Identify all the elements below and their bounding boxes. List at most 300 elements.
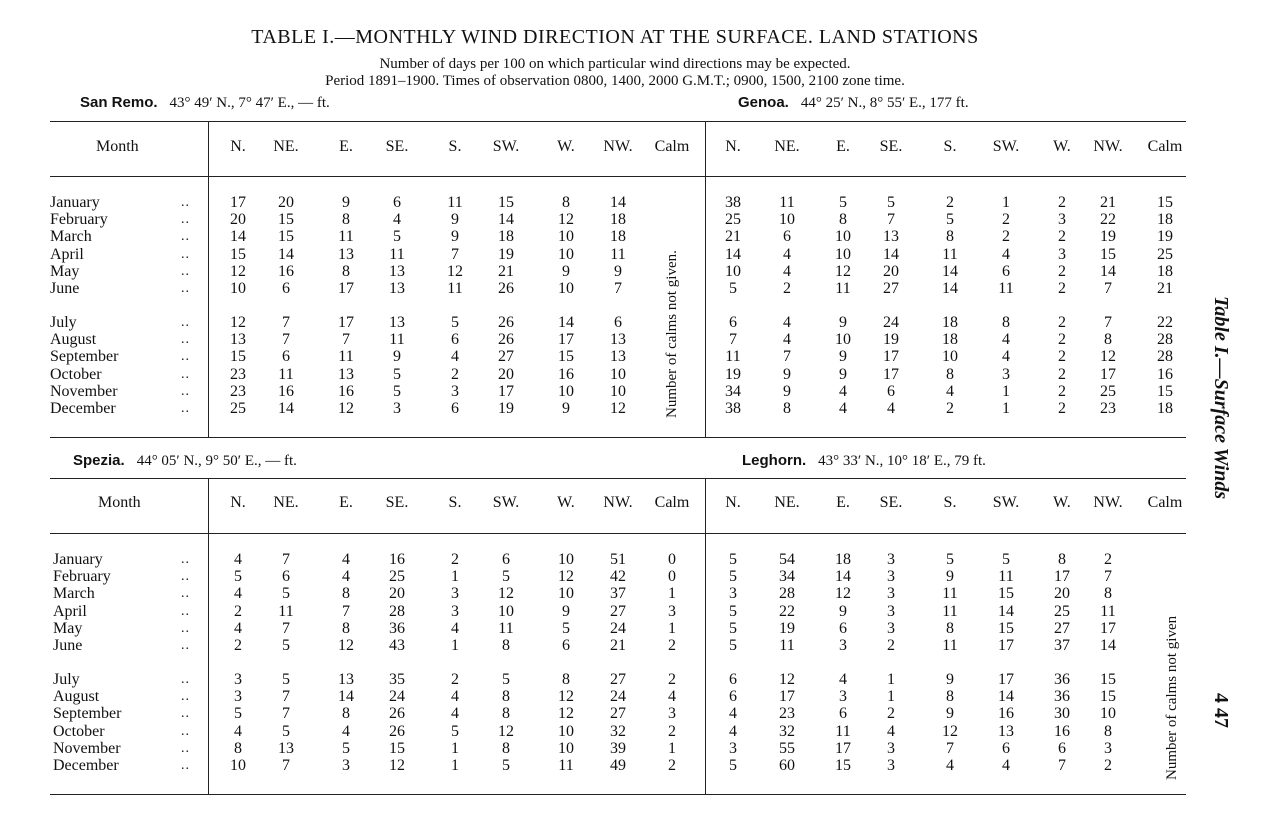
table-cell: 6 [393,194,401,211]
table-cell: 13 [610,348,626,366]
month-label: June [53,637,83,654]
table-cell: 11 [278,365,294,383]
column-header-left: SE. [385,494,409,511]
table-cell: 11 [998,280,1014,297]
table-cell: 5 [729,757,737,774]
table-cell: 5 [342,739,350,757]
table-cell: 8 [1058,551,1066,568]
month-label: April [50,245,84,263]
table-cell: 4 [234,619,242,637]
table-cell: 8 [502,739,510,757]
table-cell: 9 [562,262,570,280]
table-cell: 12 [230,262,246,280]
table-cell: 9 [946,671,954,688]
table-cell: 37 [610,585,626,603]
column-header-left: W. [557,138,575,155]
table-cell: 36 [1054,688,1070,706]
column-header-left: N. [230,138,246,155]
table-cell: 10 [1100,705,1116,723]
table-cell: 2 [946,400,954,417]
table-cell: 12 [558,705,574,723]
table-cell: 3 [393,400,401,417]
table-cell: 3 [887,585,895,603]
table-cell: 23 [230,365,246,383]
leader-dots: .. [181,586,190,602]
station-header-san_remo [80,94,330,112]
table-cell: 14 [1100,262,1116,280]
table-cell: 26 [389,722,405,740]
table-cell: 23 [779,705,795,723]
table-cell: 16 [1054,722,1070,740]
column-header-left: NE. [273,138,299,155]
leader-dots: .. [181,263,190,279]
rule-line [50,794,1186,795]
table-cell: 16 [338,382,354,400]
table-cell: 8 [342,705,350,723]
month-label: April [53,602,87,620]
table-cell: 11 [835,280,851,297]
table-cell: 7 [1104,280,1112,297]
table-cell: 3 [729,739,737,757]
table-cell: 4 [234,551,242,568]
table-cell: 14 [278,245,294,263]
table-cell: 2 [1104,551,1112,568]
table-cell: 1 [451,739,459,757]
table-cell: 10 [558,739,574,757]
station-coordinates: 43° 49′ N., 7° 47′ E., — ft. [169,95,330,111]
station-name: Genoa. [738,94,789,111]
leader-dots: .. [181,723,190,739]
table-cell: 25 [389,568,405,586]
table-cell: 4 [783,245,791,263]
table-cell: 3 [451,585,459,603]
table-cell: 39 [610,739,626,757]
table-cell: 11 [942,585,958,603]
table-cell: 19 [498,400,514,417]
table-cell: 3 [729,585,737,603]
table-cell: 11 [942,245,958,263]
table-cell: 17 [1100,619,1116,637]
table-cell: 10 [942,348,958,366]
table-cell: 4 [234,722,242,740]
table-cell: 6 [839,705,847,723]
table-cell: 28 [1157,331,1173,349]
table-cell: 18 [942,314,958,331]
column-header-left: W. [557,494,575,511]
table-cell: 12 [338,400,354,417]
table-cell: 21 [1100,194,1116,211]
table-cell: 6 [562,637,570,654]
table-cell: 14 [942,262,958,280]
table-cell: 51 [610,551,626,568]
table-cell: 4 [393,211,401,229]
table-cell: 4 [451,688,459,706]
table-cell: 5 [282,637,290,654]
table-cell: 5 [451,314,459,331]
table-cell: 24 [610,619,626,637]
table-cell: 13 [389,262,405,280]
table-cell: 8 [562,194,570,211]
table-cell: 3 [234,688,242,706]
table-cell: 12 [835,585,851,603]
month-label: March [53,585,95,603]
station-name: Spezia. [73,452,125,469]
table-cell: 2 [234,637,242,654]
column-header-right: Calm [1147,494,1183,511]
column-header-left: SW. [492,138,520,155]
table-cell: 14 [338,688,354,706]
table-cell: 5 [729,568,737,586]
table-cell: 4 [1002,245,1010,263]
table-cell: 4 [887,400,895,417]
table-cell: 36 [389,619,405,637]
table-cell: 9 [614,262,622,280]
table-cell: 14 [1100,637,1116,654]
month-label: September [53,705,122,723]
table-cell: 2 [451,671,459,688]
table-cell: 1 [451,757,459,774]
table-cell: 11 [338,348,354,366]
station-coordinates: 44° 05′ N., 9° 50′ E., — ft. [136,453,297,469]
leader-dots: .. [181,212,190,228]
table-cell: 7 [729,331,737,349]
table-cell: 12 [835,262,851,280]
table-cell: 7 [282,688,290,706]
table-cell: 18 [610,228,626,246]
station-header-genoa [738,94,969,112]
leader-dots: .. [181,315,190,330]
month-column-header: Month [98,494,141,511]
table-cell: 8 [1002,314,1010,331]
column-header-right: NE. [774,138,800,155]
month-column-header: Month [96,138,139,155]
month-label: March [50,228,92,246]
table-cell: 11 [779,194,795,211]
table-cell: 26 [498,314,514,331]
column-header-left: S. [448,138,462,155]
table-cell: 13 [389,314,405,331]
table-cell: 5 [839,194,847,211]
leader-dots: .. [181,246,190,262]
table-cell: 3 [887,568,895,586]
table-cell: 14 [278,400,294,417]
table-cell: 19 [883,331,899,349]
table-cell: 11 [389,245,405,263]
table-cell: 42 [610,568,626,586]
table-cell: 5 [729,619,737,637]
table-cell: 4 [451,705,459,723]
table-cell: 6 [729,671,737,688]
leader-dots: .. [181,758,190,773]
table-cell: 3 [342,757,350,774]
table-cell: 4 [1002,348,1010,366]
table-cell: 25 [1100,382,1116,400]
table-cell: 32 [610,722,626,740]
table-cell: 11 [942,602,958,620]
table-cell: 10 [558,585,574,603]
table-cell: 10 [835,228,851,246]
month-label: July [50,314,77,331]
calm-note: Number of calms not given. [664,250,680,418]
table-cell: 8 [234,739,242,757]
table-cell: 14 [558,314,574,331]
leader-dots: .. [181,689,190,705]
table-cell: 1 [668,619,676,637]
table-cell: 11 [447,194,463,211]
table-cell: 12 [338,637,354,654]
table-cell: 18 [610,211,626,229]
table-cell: 8 [342,262,350,280]
table-cell: 15 [278,211,294,229]
table-cell: 6 [729,314,737,331]
table-cell: 2 [887,705,895,723]
table-cell: 4 [946,382,954,400]
table-cell: 14 [883,245,899,263]
table-cell: 12 [942,722,958,740]
table-cell: 20 [230,211,246,229]
table-cell: 9 [342,194,350,211]
table-cell: 2 [668,722,676,740]
table-cell: 17 [883,348,899,366]
table-cell: 22 [1157,314,1173,331]
table-cell: 26 [389,705,405,723]
table-cell: 15 [230,348,246,366]
table-cell: 2 [1058,228,1066,246]
table-cell: 5 [393,365,401,383]
leader-dots: .. [181,638,190,653]
table-cell: 10 [725,262,741,280]
table-cell: 11 [447,280,463,297]
table-cell: 8 [1104,585,1112,603]
table-cell: 2 [783,280,791,297]
table-cell: 5 [234,705,242,723]
table-cell: 15 [558,348,574,366]
table-cell: 17 [230,194,246,211]
month-label: August [53,688,100,706]
table-cell: 27 [610,671,626,688]
leader-dots: .. [181,740,190,756]
table-cell: 16 [998,705,1014,723]
table-cell: 27 [610,602,626,620]
table-cell: 5 [502,568,510,586]
table-cell: 21 [725,228,741,246]
table-cell: 7 [282,619,290,637]
table-cell: 12 [558,688,574,706]
table-cell: 2 [1058,400,1066,417]
table-cell: 5 [729,280,737,297]
table-cell: 19 [1157,228,1173,246]
table-cell: 27 [610,705,626,723]
station-header-spezia [73,452,297,470]
table-cell: 7 [342,331,350,349]
table-cell: 4 [887,722,895,740]
table-cell: 28 [389,602,405,620]
table-cell: 10 [558,228,574,246]
table-cell: 6 [282,568,290,586]
table-cell: 6 [1002,262,1010,280]
column-header-left: S. [448,494,462,511]
table-cell: 8 [946,688,954,706]
table-cell: 10 [558,382,574,400]
column-header-right: W. [1053,138,1071,155]
table-cell: 16 [278,382,294,400]
table-cell: 22 [779,602,795,620]
table-cell: 21 [610,637,626,654]
table-cell: 18 [1157,262,1173,280]
month-label: January [50,194,100,211]
table-cell: 19 [725,365,741,383]
leader-dots: .. [181,552,190,567]
table-cell: 27 [883,280,899,297]
table-cell: 6 [282,348,290,366]
table-cell: 15 [1157,194,1173,211]
station-coordinates: 44° 25′ N., 8° 55′ E., 177 ft. [800,95,969,111]
table-cell: 5 [282,671,290,688]
table-cell: 4 [342,551,350,568]
table-cell: 5 [729,602,737,620]
table-cell: 17 [779,688,795,706]
table-cell: 5 [729,637,737,654]
table-cell: 21 [498,262,514,280]
table-cell: 5 [729,551,737,568]
leader-dots: .. [181,603,190,619]
table-cell: 6 [502,551,510,568]
table-cell: 36 [1054,671,1070,688]
table-cell: 4 [451,619,459,637]
table-cell: 55 [779,739,795,757]
table-cell: 12 [389,757,405,774]
table-cell: 11 [998,568,1014,586]
table-cell: 15 [498,194,514,211]
table-cell: 4 [839,382,847,400]
table-cell: 15 [230,245,246,263]
table-cell: 18 [498,228,514,246]
table-cell: 3 [887,739,895,757]
table-cell: 25 [1054,602,1070,620]
table-cell: 3 [887,619,895,637]
rule-line [50,533,1186,534]
month-label: January [53,551,103,568]
table-cell: 7 [1104,568,1112,586]
table-cell: 10 [558,280,574,297]
table-cell: 12 [610,400,626,417]
column-header-right: SE. [879,494,903,511]
table-cell: 3 [668,602,676,620]
table-cell: 6 [451,331,459,349]
month-label: November [53,739,121,757]
table-cell: 17 [338,280,354,297]
table-cell: 6 [887,382,895,400]
table-cell: 10 [835,331,851,349]
table-cell: 3 [1104,739,1112,757]
table-cell: 32 [779,722,795,740]
table-cell: 4 [946,757,954,774]
column-header-right: NW. [1093,494,1123,511]
table-cell: 2 [668,671,676,688]
table-cell: 11 [610,245,626,263]
rule-line [50,121,1186,122]
table-cell: 11 [835,722,851,740]
table-cell: 17 [998,637,1014,654]
table-cell: 12 [230,314,246,331]
table-cell: 7 [1104,314,1112,331]
table-cell: 9 [783,365,791,383]
table-cell: 26 [498,331,514,349]
month-label: February [53,568,111,586]
table-cell: 8 [946,365,954,383]
table-cell: 11 [338,228,354,246]
table-cell: 38 [725,400,741,417]
table-cell: 7 [887,211,895,229]
table-cell: 2 [1058,365,1066,383]
column-header-right: SW. [992,494,1020,511]
table-cell: 10 [610,382,626,400]
table-cell: 2 [451,365,459,383]
table-cell: 11 [725,348,741,366]
table-cell: 17 [1100,365,1116,383]
table-cell: 3 [839,637,847,654]
table-cell: 2 [1058,382,1066,400]
station-header-leghorn [742,452,986,470]
table-cell: 14 [610,194,626,211]
table-cell: 1 [1002,194,1010,211]
table-cell: 2 [1058,194,1066,211]
table-cell: 12 [558,211,574,229]
leader-dots: .. [181,383,190,399]
table-cell: 9 [783,382,791,400]
table-cell: 22 [1100,211,1116,229]
leader-dots: .. [181,195,190,210]
table-cell: 9 [393,348,401,366]
table-cell: 20 [389,585,405,603]
table-cell: 43 [389,637,405,654]
table-cell: 3 [1002,365,1010,383]
table-cell: 5 [1002,551,1010,568]
table-cell: 1 [887,688,895,706]
table-cell: 27 [1054,619,1070,637]
table-cell: 15 [998,619,1014,637]
rule-line [50,437,1186,438]
table-cell: 2 [1104,757,1112,774]
table-cell: 3 [234,671,242,688]
column-header-left: Calm [654,138,690,155]
table-cell: 7 [342,602,350,620]
table-cell: 20 [278,194,294,211]
table-cell: 7 [282,331,290,349]
table-cell: 2 [234,602,242,620]
table-cell: 7 [946,739,954,757]
table-cell: 13 [278,739,294,757]
month-label: December [53,757,119,774]
column-header-right: SE. [879,138,903,155]
table-cell: 5 [393,382,401,400]
table-cell: 5 [451,722,459,740]
subtitle-days-note: Number of days per 100 on which particular wind directions may be expected. [379,56,851,72]
column-header-left: E. [339,138,353,155]
table-cell: 8 [946,228,954,246]
table-cell: 6 [282,280,290,297]
table-cell: 23 [1100,400,1116,417]
table-cell: 9 [839,348,847,366]
table-cell: 4 [839,400,847,417]
column-header-right: S. [943,494,957,511]
page-title: TABLE I.—MONTHLY WIND DIRECTION AT THE SURFACE. LAND STATIONS [251,26,979,48]
table-cell: 60 [779,757,795,774]
table-cell: 12 [779,671,795,688]
table-cell: 16 [1157,365,1173,383]
month-label: December [50,400,116,417]
table-cell: 19 [779,619,795,637]
